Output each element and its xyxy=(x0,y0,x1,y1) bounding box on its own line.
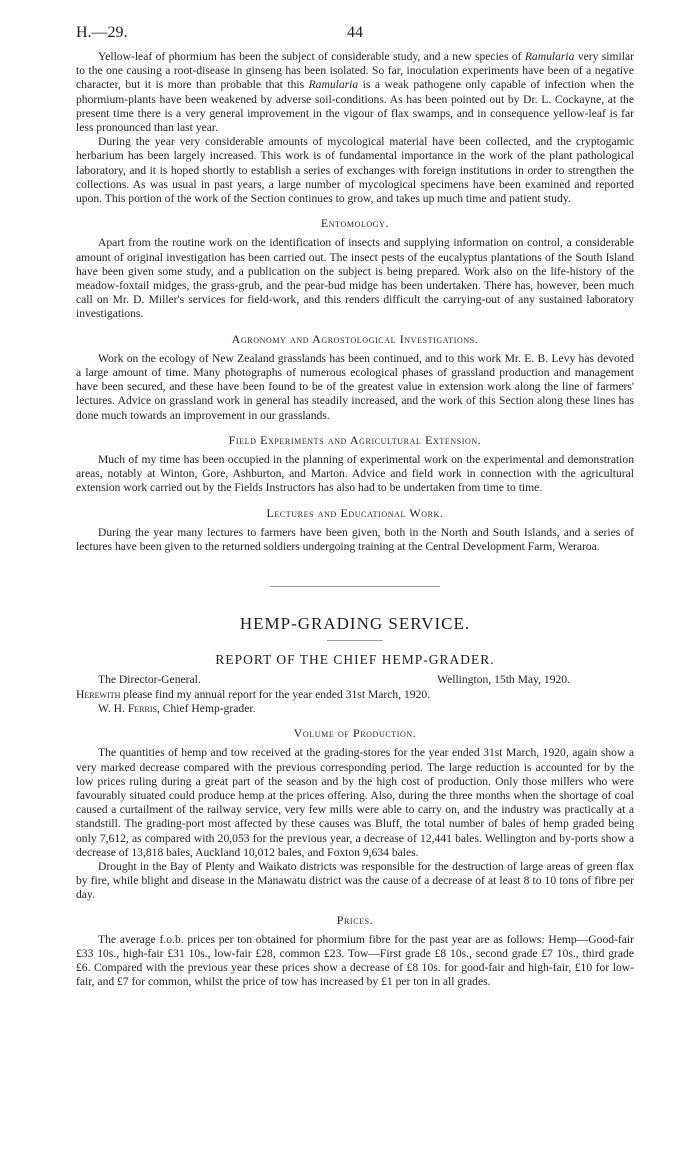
page-header xyxy=(76,24,634,44)
italic-term: Ramularia xyxy=(524,50,575,63)
text-run: Yellow-leaf of phormium has been the subject of considerable study, and a new species of xyxy=(98,50,525,63)
section-heading-prices: Prices. xyxy=(336,912,374,927)
paragraph-prices: The average f.o.b. prices per ton obtained for phormium fibre for the past year are as follows: Hemp—Good-fair £33 10s., high-fair £31 10s., low-fair £28, common £23. Tow—First grade £8 10s., second grade £7 10s., third grade £6. Compared with the previous year these prices show a decrease of £8 10s. for good-fair and high-fair, £10 for low-fair, and £7 for common, whilst the price of tow has increased by £1 per ton in all grades. xyxy=(76,932,634,989)
addressee: The Director-General. xyxy=(98,672,201,686)
hemp-grading-title: HEMP-GRADING SERVICE. xyxy=(239,614,471,634)
paragraph-volume-2: Drought in the Bay of Plenty and Waikato districts was responsible for the destruction of large areas of green flax by fire, while blight and disease in the Manawatu district was the cause of a decrease of at least 8 to 10 tons of fibre per day. xyxy=(76,859,634,902)
page-number: 44 xyxy=(347,24,363,41)
title-underline xyxy=(327,640,383,641)
report-title: REPORT OF THE CHIEF HEMP-GRADER. xyxy=(215,651,495,667)
document-reference: H.—29. xyxy=(76,24,128,41)
signature-line xyxy=(76,702,634,716)
signature-title: , Chief Hemp-grader. xyxy=(156,701,256,715)
paragraph-yellow-leaf xyxy=(76,50,634,135)
place-date: Wellington, 15th May, 1920. xyxy=(437,672,570,686)
section-heading-lectures: Lectures and Educational Work. xyxy=(266,505,444,520)
page-body xyxy=(76,50,634,990)
text-run: very similar to the one causing a root-disease in ginseng has been isolated. So far, inoculation experiments have been of a negative character, but it is more than probable that this xyxy=(76,50,634,92)
signature-name: W. H. Ferris xyxy=(98,701,157,715)
herewith-lead: Herewith xyxy=(76,687,121,701)
italic-term: Ramularia xyxy=(308,78,359,92)
paragraph-volume-1: The quantities of hemp and tow received at the grading-stores for the year ended 31st March, 1920, again show a very marked decrease compared with the previous corresponding period. The large reduction is accounted for by the low prices ruling during a great part of the season and by the high cost of production. Only those millers who were favourably situated could produce hemp at the prices offering. Also, during the three months when the shortage of coal caused a curtailment of the railway service, very few mills were able to carry on, and the industry was practically at a standstill. The grading-port most affected by these causes was Bluff, the total number of bales of hemp graded being only 7,612, as compared with 20,053 for the previous year, a decrease of 12,441 bales. Wellington and by-ports show a decrease of 13,818 bales, Auckland 10,012 bales, and Foxton 9,634 bales. xyxy=(76,746,634,859)
paragraph-lectures: During the year many lectures to farmers have been given, both in the North and South Islands, and a series of lectures have been given to the returned soldiers undergoing training at the Central Development Farm, Weraroa. xyxy=(76,525,634,554)
section-heading-agronomy: Agronomy and Agrostological Investigations. xyxy=(231,331,479,346)
herewith-text: please find my annual report for the year ended 31st March, 1920. xyxy=(120,687,431,701)
paragraph-mycology: During the year very considerable amounts of mycological material have been collected, and the cryptogamic herbarium has been largely increased. This work is of fundamental importance in the work of the plant pathological laboratory, and it is hoped shortly to establish a series of exchanges with foreign institutions in order to strengthen the collections. As was usual in past years, a large number of mycological specimens have been examined and reported upon. This portion of the work of the Section continues to grow, and takes up much time and patient study. xyxy=(76,135,634,206)
section-heading-volume: Volume of Production. xyxy=(293,726,417,741)
paragraph-agronomy: Work on the ecology of New Zealand grasslands has been continued, and to this work Mr. E. B. Levy has devoted a large amount of time. Many photographs of numerous ecological phases of grassland production and management have been secured, and these have been found to be of the greatest value in extension work along the line of farmers' lectures. Advice on grassland work in general has steadily increased, and the work of this Section along these lines has done much towards an improvement in our grasslands. xyxy=(76,351,634,422)
address-line xyxy=(76,673,634,688)
text-run: is a weak pathogene only capable of infection when the phormium-plants have been weakened by adverse soil-conditions. As has been pointed out by Dr. L. Cockayne, at the present time there is a very general improvement in the vigour of flax swamps, and in consequence yellow-leaf is far less pronounced than last year. xyxy=(76,78,634,135)
paragraph-entomology: Apart from the routine work on the identification of insects and supplying information on control, a considerable amount of original investigation has been carried out. The insect pests of the eucalyptus plantations of the South Island have been given some study, and a publication on the subject is being prepared. Work also on the life-history of the meadow-foxtail midges, the grass-grub, and the pear-bud midge has been undertaken. There has, however, been much call on Mr. D. Miller's services for field-work, and this renders difficult the carrying-out of any sustained laboratory investigations. xyxy=(76,236,634,321)
section-heading-entomology: Entomology. xyxy=(320,216,390,231)
section-divider xyxy=(270,586,440,587)
herewith-line xyxy=(76,688,634,702)
section-heading-field-experiments: Field Experiments and Agricultural Extension. xyxy=(228,432,482,447)
paragraph-field-experiments: Much of my time has been occupied in the planning of experimental work on the experimental and demonstration areas, notably at Winton, Gore, Ashburton, and Marton. Advice and field work in connection with the agricultural extension work carried out by the Fields Instructors has also had to be undertaken from time to time. xyxy=(76,453,634,495)
